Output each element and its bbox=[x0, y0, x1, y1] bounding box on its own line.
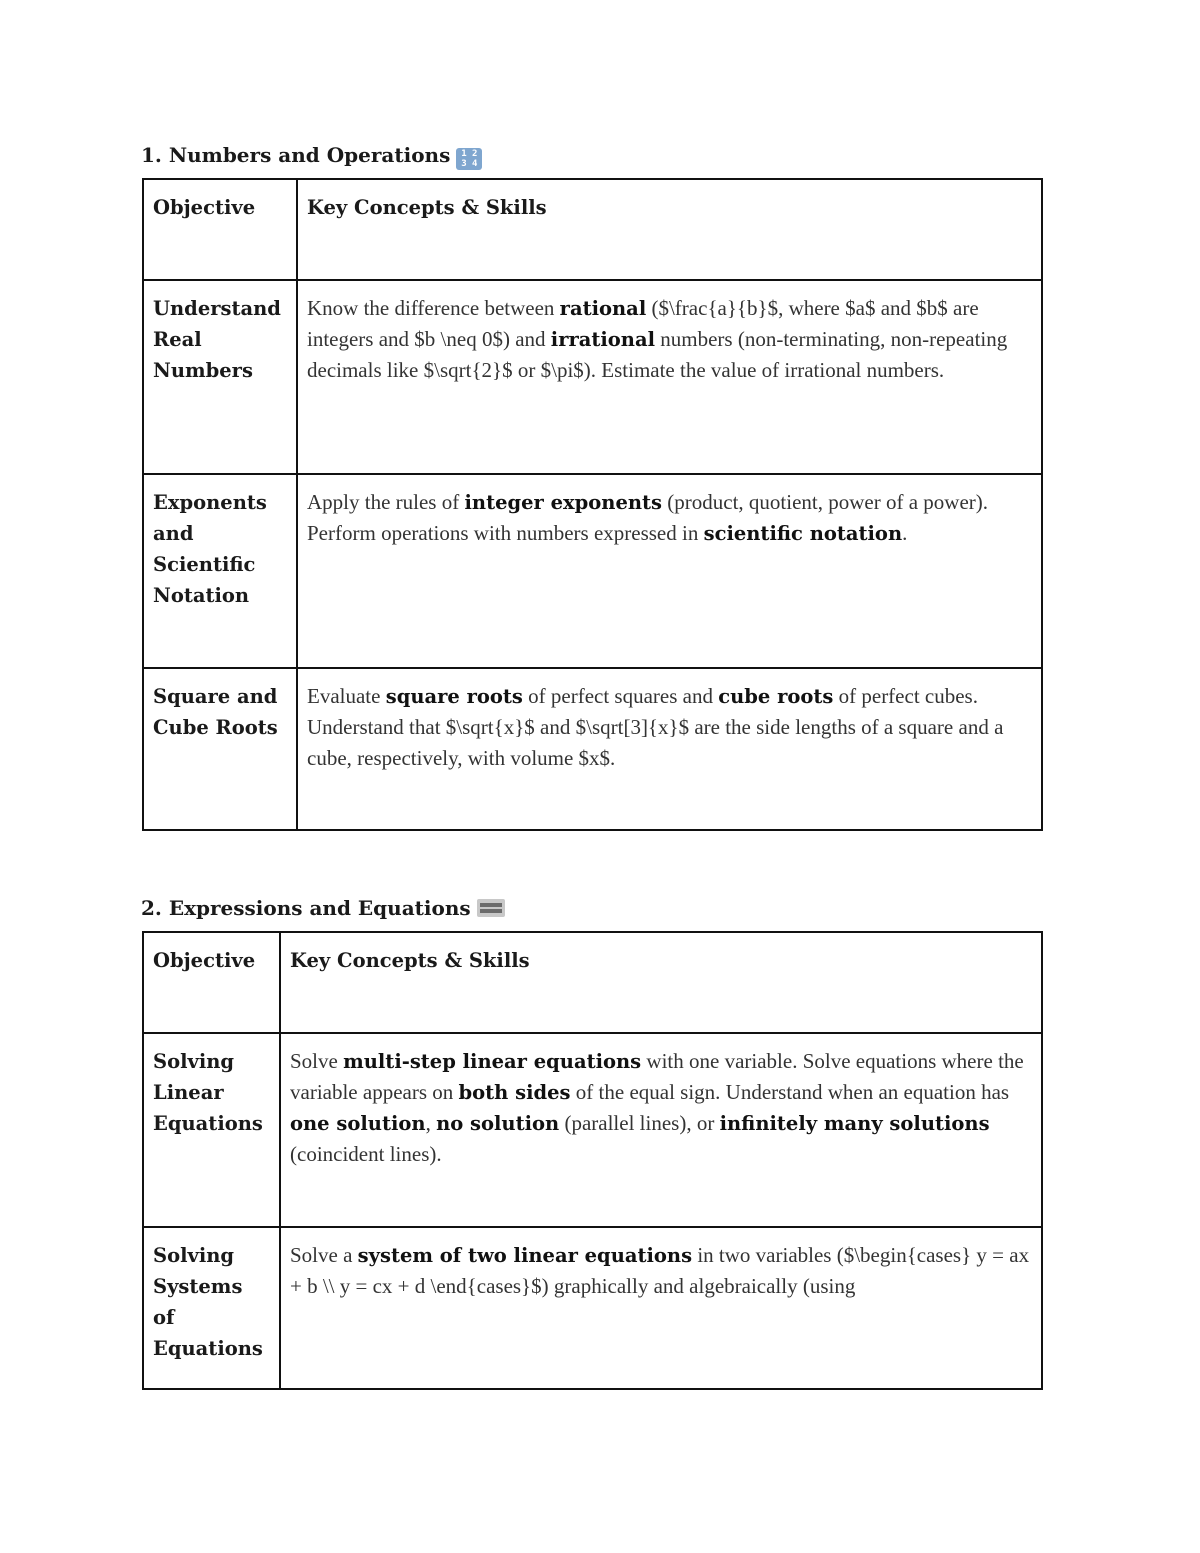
header-concepts: Key Concepts & Skills bbox=[280, 932, 1042, 1033]
table-header-row bbox=[143, 932, 1042, 1033]
input-numbers-icon bbox=[456, 148, 482, 170]
objective-cell: Solving Systems of Equations bbox=[143, 1227, 280, 1389]
text-run: , bbox=[425, 1111, 437, 1135]
table-row bbox=[143, 1227, 1042, 1389]
objective-cell: Exponents and Scientific Notation bbox=[143, 474, 297, 668]
bold-term: cube roots bbox=[718, 685, 834, 708]
bold-term: integer exponents bbox=[464, 491, 663, 514]
text-run: (parallel lines), or bbox=[559, 1111, 720, 1135]
bold-term: square roots bbox=[385, 685, 523, 708]
bold-term: multi-step linear equations bbox=[343, 1050, 642, 1073]
text-run: of perfect squares and bbox=[522, 684, 719, 708]
bold-term: rational bbox=[559, 297, 647, 320]
text-run: of the equal sign. Understand when an equation has bbox=[570, 1080, 1010, 1104]
text-run: (product, quotient, power of a power). Perform operations with numbers expressed in bbox=[307, 490, 988, 545]
section-1-heading bbox=[141, 143, 482, 170]
bold-term: one solution bbox=[290, 1112, 426, 1135]
table-row bbox=[143, 474, 1042, 668]
icon-digits-bottom: 3 4 bbox=[461, 159, 478, 169]
heavy-equals-icon bbox=[477, 899, 505, 917]
text-run: Evaluate bbox=[307, 684, 386, 708]
bold-term: irrational bbox=[550, 328, 656, 351]
text-run: Solve bbox=[290, 1049, 344, 1073]
concepts-cell bbox=[297, 280, 1042, 474]
text-run: ($\frac{a}{b}$, where $a$ and $b$ are integers and $b \neq 0$) and bbox=[307, 296, 979, 351]
header-objective: Objective bbox=[143, 179, 297, 280]
bold-term: infinitely many solutions bbox=[719, 1112, 990, 1135]
objective-cell: Solving Linear Equations bbox=[143, 1033, 280, 1227]
concepts-cell bbox=[297, 474, 1042, 668]
section-1-title: 1. Numbers and Operations bbox=[141, 143, 451, 167]
bold-term: scientific notation bbox=[703, 522, 903, 545]
header-objective: Objective bbox=[143, 932, 280, 1033]
text-run: Know the difference between bbox=[307, 296, 560, 320]
header-concepts: Key Concepts & Skills bbox=[297, 179, 1042, 280]
table-header-row bbox=[143, 179, 1042, 280]
numbers-operations-table bbox=[142, 178, 1043, 831]
section-2-title: 2. Expressions and Equations bbox=[141, 896, 471, 920]
concepts-cell bbox=[280, 1033, 1042, 1227]
text-run: in two variables ($\begin{cases} y = ax + b \\ y = cx + d \end{cases}$) graphically and algebraically (using bbox=[290, 1243, 1030, 1298]
bold-term: no solution bbox=[436, 1112, 560, 1135]
expressions-equations-table bbox=[142, 931, 1043, 1390]
concepts-cell bbox=[297, 668, 1042, 830]
text-run: (coincident lines). bbox=[290, 1142, 442, 1166]
table-row bbox=[143, 668, 1042, 830]
concepts-cell bbox=[280, 1227, 1042, 1389]
bold-term: both sides bbox=[458, 1081, 571, 1104]
table-row bbox=[143, 1033, 1042, 1227]
text-run: with one variable. Solve equations where the variable appears on bbox=[290, 1049, 1024, 1104]
objective-cell: Understand Real Numbers bbox=[143, 280, 297, 474]
objective-cell: Square and Cube Roots bbox=[143, 668, 297, 830]
table-row bbox=[143, 280, 1042, 474]
text-run: numbers (non-terminating, non-repeating decimals like $\sqrt{2}$ or $\pi$). Estimate the value of irrational numbers. bbox=[307, 327, 1008, 382]
section-2-heading bbox=[141, 896, 505, 920]
text-run: Apply the rules of bbox=[307, 490, 465, 514]
text-run: Solve a bbox=[290, 1243, 358, 1267]
icon-digits-top: 1 2 bbox=[461, 149, 478, 159]
text-run: . bbox=[902, 521, 908, 545]
text-run: of perfect cubes. Understand that $\sqrt{x}$ and $\sqrt[3]{x}$ are the side lengths of a square and a cube, respectively, with volume $x$. bbox=[307, 684, 1004, 770]
bold-term: system of two linear equations bbox=[357, 1244, 693, 1267]
